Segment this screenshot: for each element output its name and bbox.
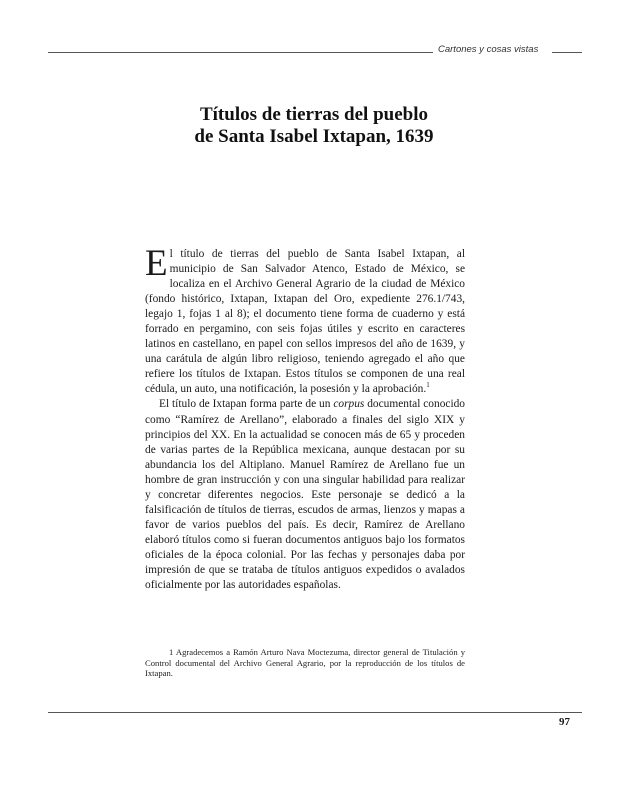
article-body (145, 243, 465, 593)
title-line-2: de Santa Isabel Ixtapan, 1639 (194, 126, 434, 147)
drop-cap: E (145, 243, 168, 284)
paragraph-2 (145, 397, 465, 593)
header-rule (48, 52, 433, 53)
paragraph-1 (145, 243, 465, 397)
header-rule-right (552, 52, 582, 53)
paragraph-2-text-b: documental conocido como “Ramírez de Arellano”, elaborado a finales del siglo XIX y principios del XX. En la actualidad se conocen más de 65 y proceden de varias partes de la República mexicana, aunque destacan por su abundancia los del Altiplano. Manuel Ramírez de Arellano fue un hombre de gran instrucción y con una singular habilidad para realizar y concretar diferentes negocios. Este personaje se dedicó a la falsificación de títulos de tierras, escudos de armas, lienzos y mapas a favor de varios pueblos del país. Es decir, Ramírez de Arellano elaboró títulos como si fueran documentos antiguos bajo los formatos oficiales de la época colonial. Por las fechas y personajes daba por impresión de que se trataba de títulos antiguos expedidos o avalados oficialmente por las autoridades españolas. (145, 398, 465, 592)
page-title (0, 104, 628, 148)
footnote-reference[interactable]: 1 (426, 381, 430, 390)
footnote: 1 Agradecemos a Ramón Arturo Nava Moctezuma, director general de Titulación y Control documental del Archivo General Agrario, por la reproducción de los títulos de Ixtapan. (145, 647, 465, 678)
running-head: Cartones y cosas vistas (438, 44, 539, 55)
page-number: 97 (559, 716, 570, 728)
title-line-1: Títulos de tierras del pueblo (199, 104, 428, 125)
paragraph-2-text-a: El título de Ixtapan forma parte de un (159, 398, 334, 411)
footer-rule (48, 712, 582, 713)
paragraph-1-text: l título de tierras del pueblo de Santa Isabel Ixtapan, al municipio de San Salvador Atenco, Estado de México, se localiza en el Archivo General Agrario de la ciudad de México (fondo histórico, Ixtapan, Ixtapan del Oro, expediente 276.1/743, legajo 1, fojas 1 al 8); el documento tiene forma de cuaderno y está forrado en pergamino, con seis fojas útiles y escrito en caracteres latinos en castellano, en papel con sellos impresos del año de 1639, y una carátula de algún libro religioso, teniendo agregado el año que refiere los títulos de Ixtapan. Estos títulos se componen de una real cédula, un auto, una notificación, la posesión y la aprobación. (145, 248, 465, 396)
paragraph-2-italic: corpus (333, 398, 365, 411)
